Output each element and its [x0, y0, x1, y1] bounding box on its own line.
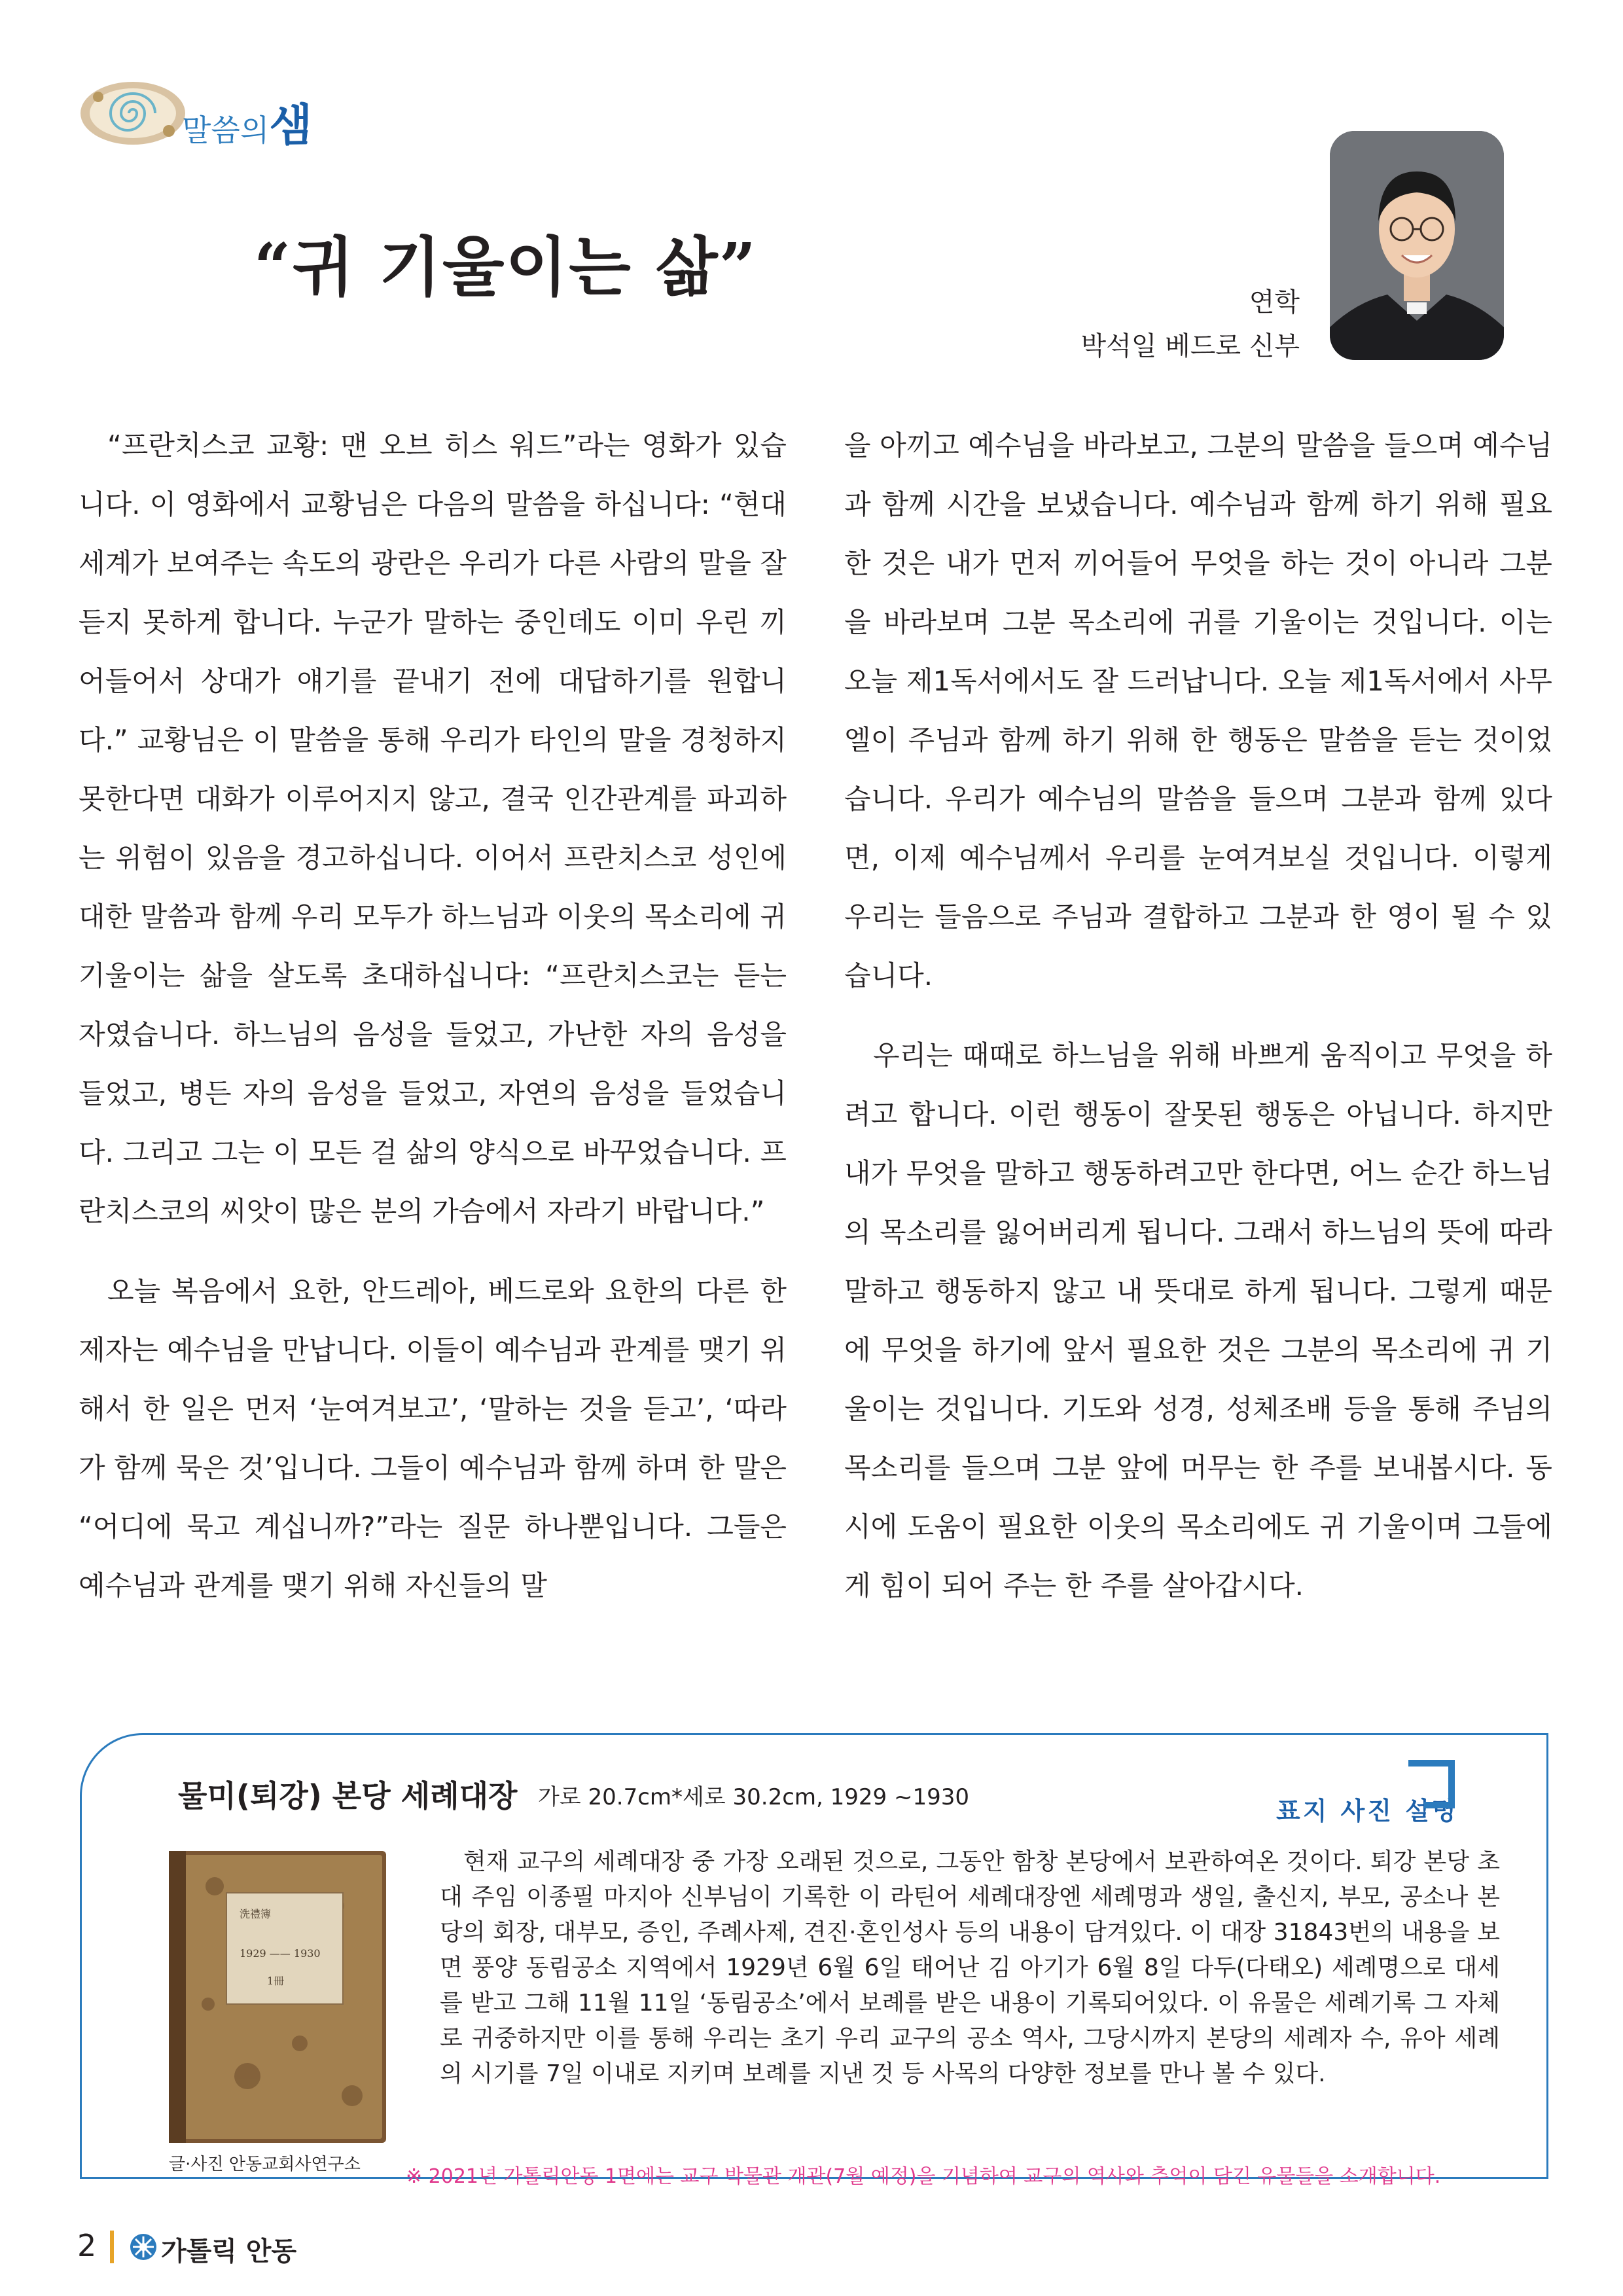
- diocese-emblem-icon: [130, 2233, 157, 2261]
- notice-text: ※ 2021년 가톨릭안동 1면에는 교구 박물관 개관(7월 예정)을 기념하여 교구의 역사와 추억이 담긴 유물들을 소개합니다.: [406, 2165, 1441, 2188]
- footer-brand: 가톨릭 안동: [161, 2236, 297, 2267]
- section-title-small: 말씀의: [182, 113, 270, 148]
- author-role: 연학: [1249, 287, 1300, 317]
- section-title: [182, 90, 312, 154]
- spiral-logo-icon: [77, 77, 188, 149]
- book-label-line: 1929 —— 1930: [240, 1947, 321, 1960]
- article-column-left: [79, 416, 787, 1615]
- photo-credit: 글·사진 안동교회사연구소: [169, 2155, 361, 2174]
- footer-divider: [110, 2231, 114, 2263]
- page-number: 2: [77, 2228, 97, 2263]
- article-column-right: [844, 416, 1552, 1615]
- caption-title: 물미(퇴강) 본당 세례대장: [178, 1778, 518, 1814]
- cover-photo-label: 표지 사진 설명: [1276, 1796, 1459, 1825]
- baptism-register-photo: [169, 1847, 393, 2147]
- article-title: “귀 기울이는 삶”: [254, 230, 757, 305]
- paragraph: 오늘 복음에서 요한, 안드레아, 베드로와 요한의 다른 한 제자는 예수님을 만납니다. 이들이 예수님과 관계를 맺기 위해서 한 일은 먼저 ‘눈여겨보고’, ‘말하는 것을 듣고’, ‘따라가 함께 묵은 것’입니다. 그들이 예수님과 함께 하며 한 말은 “어디에 묵고 계십니까?”라는 질문 하나뿐입니다. 그들은 예수님과 관계를 맺기 위해 자신들의 말: [79, 1275, 787, 1602]
- caption-dimensions: 가로 20.7cm*세로 30.2cm, 1929 ~1930: [538, 1784, 969, 1810]
- book-label-line: 1冊: [267, 1975, 285, 1987]
- paragraph: 을 아끼고 예수님을 바라보고, 그분의 말씀을 들으며 예수님과 함께 시간을 보냈습니다. 예수님과 함께 하기 위해 필요한 것은 내가 먼저 끼어들어 무엇을 하는 것이 아니라 그분을 바라보며 그분 목소리에 귀를 기울이는 것입니다. 이는 오늘 제1독서에서도 잘 드러납니다. 오늘 제1독서에서 사무엘이 주님과 함께 하기 위해 한 행동은 말씀을 듣는 것이었습니다. 우리가 예수님의 말씀을 들으며 그분과 함께 있다면, 이제 예수님께서 우리를 눈여겨보실 것입니다. 이렇게 우리는 들음으로 주님과 결합하고 그분과 한 영이 될 수 있습니다.: [844, 429, 1552, 992]
- author-photo: [1330, 131, 1504, 360]
- caption-description: 현재 교구의 세례대장 중 가장 오래된 것으로, 그동안 함창 본당에서 보관하여온 것이다. 퇴강 본당 초대 주임 이종필 마지아 신부님이 기록한 이 라틴어 세례대장엔 세례명과 생일, 출신지, 부모, 공소나 본당의 회장, 대부모, 증인, 주례사제, 견진·혼인성사 등의 내용이 담겨있다. 이 대장 31843번의 내용을 보면 풍양 동림공소 지역에서 1929년 6월 6일 태어난 김 아기가 6월 8일 다두(다태오) 세례명으로 대세를 받고 그해 11월 11일 ‘동림공소’에서 보례를 받은 내용이 기록되어있다. 이 유물은 세례기록 그 자체로 귀중하지만 이를 통해 우리는 초기 우리 교구의 공소 역사, 그당시까지 본당의 세례자 수, 유아 세례의 시기를 7일 이내로 지키며 보례를 지낸 것 등 사목의 다양한 정보를 만나 볼 수 있다.: [440, 1848, 1500, 2087]
- book-label-line: 洗禮簿: [240, 1908, 272, 1920]
- paragraph: “프란치스코 교황: 맨 오브 히스 워드”라는 영화가 있습니다. 이 영화에서 교황님은 다음의 말씀을 하십니다: “현대 세계가 보여주는 속도의 광란은 우리가 다른 사람의 말을 잘 듣지 못하게 합니다. 누군가 말하는 중인데도 이미 우린 끼어들어서 상대가 얘기를 끝내기 전에 대답하기를 원합니다.” 교황님은 이 말씀을 통해 우리가 타인의 말을 경청하지 못한다면 대화가 이루어지지 않고, 결국 인간관계를 파괴하는 위험이 있음을 경고하십니다. 이어서 프란치스코 성인에 대한 말씀과 함께 우리 모두가 하느님과 이웃의 목소리에 귀 기울이는 삶을 살도록 초대하십니다: “프란치스코는 듣는 자였습니다. 하느님의 음성을 들었고, 가난한 자의 음성을 들었고, 병든 자의 음성을 들었고, 자연의 음성을 들었습니다. 그리고 그는 이 모든 걸 삶의 양식으로 바꾸었습니다. 프란치스코의 씨앗이 많은 분의 가슴에서 자라기 바랍니다.”: [79, 429, 787, 1227]
- author-name: 박석일 베드로 신부: [1080, 331, 1300, 361]
- paragraph: 우리는 때때로 하느님을 위해 바쁘게 움직이고 무엇을 하려고 합니다. 이런 행동이 잘못된 행동은 아닙니다. 하지만 내가 무엇을 말하고 행동하려고만 한다면, 어느 순간 하느님의 목소리를 잃어버리게 됩니다. 그래서 하느님의 뜻에 따라 말하고 행동하지 않고 내 뜻대로 하게 됩니다. 그렇게 때문에 무엇을 하기에 앞서 필요한 것은 그분의 목소리에 귀 기울이는 것입니다. 기도와 성경, 성체조배 등을 통해 주님의 목소리를 들으며 그분 앞에 머무는 한 주를 보내봅시다. 동시에 도움이 필요한 이웃의 목소리에도 귀 기울이며 그들에게 힘이 되어 주는 한 주를 살아갑시다.: [844, 1039, 1552, 1602]
- bracket-icon: [1404, 1758, 1457, 1810]
- section-title-big: 샘: [269, 100, 313, 152]
